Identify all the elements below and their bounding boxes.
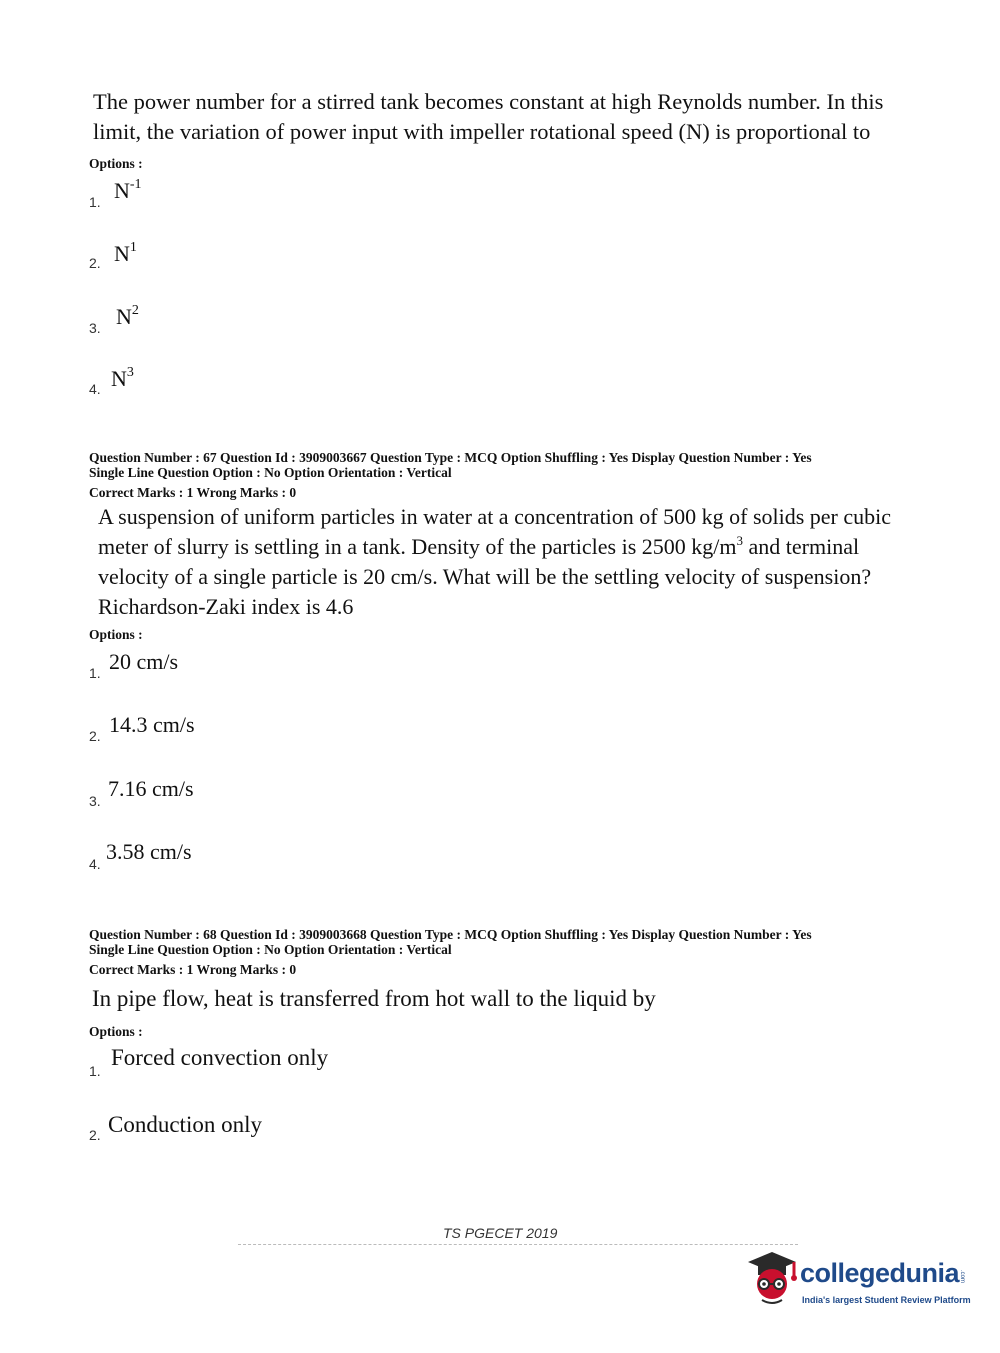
q68-marks: Correct Marks : 1 Wrong Marks : 0 (89, 962, 297, 977)
q67-options-label: Options : (89, 627, 143, 642)
q68-meta: Question Number : 68 Question Id : 3909003668 Question Type : MCQ Option Shuffling : Yes Display Question Number : Yes Single Line Question Option : No Option Orientation : Vertical (89, 927, 812, 957)
footer-exam-name: TS PGECET 2019 (443, 1225, 558, 1241)
logo-tagline: India's largest Student Review Platform (802, 1295, 971, 1305)
q67-option-1-text: 20 cm/s (109, 649, 179, 674)
q68-option-1-text: Forced convection only (111, 1045, 329, 1070)
q67-marks: Correct Marks : 1 Wrong Marks : 0 (89, 485, 297, 500)
logo-wordmark: collegedunia (800, 1258, 960, 1288)
q68-option-2-text: Conduction only (108, 1112, 262, 1137)
collegedunia-logo[interactable] (742, 1246, 972, 1316)
footer-divider (238, 1244, 798, 1245)
q67-option-2-text: 14.3 cm/s (109, 712, 195, 737)
graduate-mascot-icon (742, 1248, 800, 1308)
q68-options-label: Options : (89, 1024, 143, 1039)
question-67-text: A suspension of uniform particles in water at a concentration of 500 kg of solids per cubic meter of slurry is settling in a tank. Density of the particles is 2500 $kg/m^3$ and terminal velocity of a single particle is 20 cm/s. What will be the settling velocity of suspension? Richardson-Zaki index is 4.6 (98, 504, 892, 619)
logo-suffix: .com (959, 1270, 965, 1284)
q67-meta: Question Number : 67 Question Id : 3909003667 Question Type : MCQ Option Shuffling : Yes Display Question Number : Yes Single Line Question Option : No Option Orientation : Vertical (89, 450, 812, 480)
q66-option-2-text: $N^1$ (114, 240, 137, 266)
q67-option-4-text: 3.58 cm/s (106, 839, 192, 864)
q67-option-3-text: 7.16 cm/s (108, 776, 194, 801)
q66-option-1-text: $N^{-1}$ (114, 177, 142, 203)
question-66-text: The power number for a stirred tank becomes constant at high Reynolds number. In this limit, the variation of power input with impeller rotational speed (N) is proportional to (93, 89, 884, 144)
question-68-text: In pipe flow, heat is transferred from hot wall to the liquid by (92, 986, 656, 1011)
q66-options-label: Options : (89, 156, 143, 171)
q66-option-3-text: $N^2$ (116, 303, 139, 329)
q66-option-4-text: $N^3$ (111, 365, 134, 391)
